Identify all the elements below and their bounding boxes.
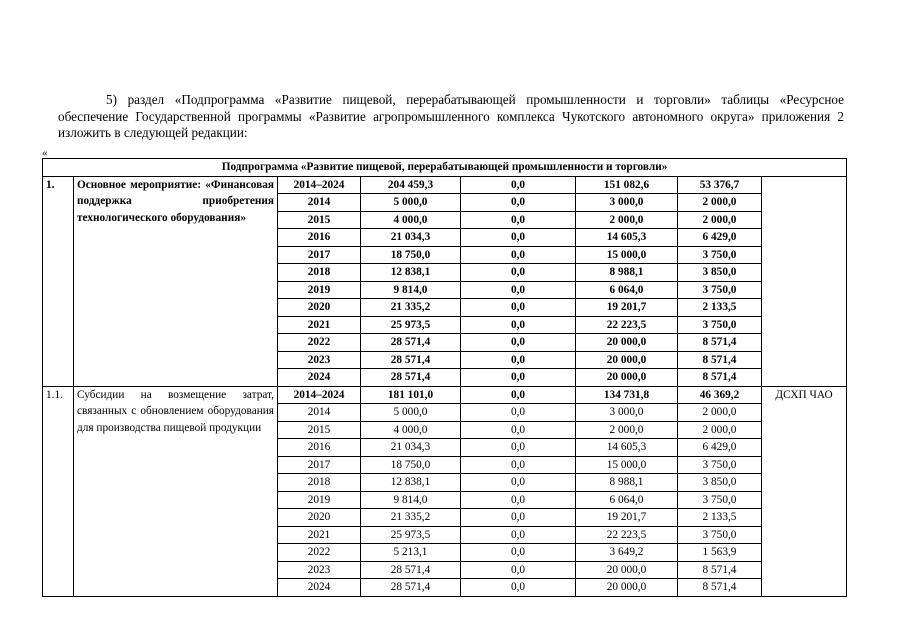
value-cell: 3 850,0 <box>678 264 762 282</box>
value-cell: 3 750,0 <box>678 281 762 299</box>
value-cell: 20 000,0 <box>576 579 678 597</box>
value-cell: 2 000,0 <box>576 421 678 439</box>
value-cell: 12 838,1 <box>361 264 461 282</box>
value-cell: 22 223,5 <box>576 526 678 544</box>
value-cell: 6 064,0 <box>576 281 678 299</box>
period-cell: 2018 <box>278 264 361 282</box>
value-cell: 0,0 <box>461 404 576 422</box>
value-cell: 22 223,5 <box>576 316 678 334</box>
value-cell: 6 064,0 <box>576 491 678 509</box>
value-cell: 5 000,0 <box>361 404 461 422</box>
value-cell: 0,0 <box>461 176 576 194</box>
value-cell: 0,0 <box>461 316 576 334</box>
period-cell: 2023 <box>278 561 361 579</box>
period-cell: 2023 <box>278 351 361 369</box>
value-cell: 53 376,7 <box>678 176 762 194</box>
value-cell: 9 814,0 <box>361 491 461 509</box>
value-cell: 19 201,7 <box>576 509 678 527</box>
subprogram-title: Подпрограмма «Развитие пищевой, перерабатывающей промышленности и торговли» <box>43 159 847 177</box>
period-cell: 2020 <box>278 509 361 527</box>
value-cell: 12 838,1 <box>361 474 461 492</box>
value-cell: 25 973,5 <box>361 526 461 544</box>
value-cell: 151 082,6 <box>576 176 678 194</box>
value-cell: 46 369,2 <box>678 386 762 404</box>
value-cell: 19 201,7 <box>576 299 678 317</box>
section-name: Основное мероприятие: «Финансовая поддержка приобретения технологического оборудования» <box>74 176 278 386</box>
table-row <box>43 176 847 194</box>
table-body <box>43 176 847 596</box>
value-cell: 0,0 <box>461 264 576 282</box>
value-cell: 0,0 <box>461 579 576 597</box>
value-cell: 1 563,9 <box>678 544 762 562</box>
value-cell: 0,0 <box>461 211 576 229</box>
value-cell: 0,0 <box>461 491 576 509</box>
value-cell: 28 571,4 <box>361 579 461 597</box>
value-cell: 20 000,0 <box>576 561 678 579</box>
value-cell: 0,0 <box>461 351 576 369</box>
value-cell: 2 000,0 <box>678 211 762 229</box>
value-cell: 8 571,4 <box>678 334 762 352</box>
value-cell: 0,0 <box>461 334 576 352</box>
value-cell: 204 459,3 <box>361 176 461 194</box>
period-cell: 2024 <box>278 369 361 387</box>
value-cell: 2 000,0 <box>678 404 762 422</box>
value-cell: 20 000,0 <box>576 351 678 369</box>
responsible-executor: ДСХП ЧАО <box>762 386 847 596</box>
value-cell: 21 034,3 <box>361 229 461 247</box>
period-cell: 2020 <box>278 299 361 317</box>
period-cell: 2014–2024 <box>278 386 361 404</box>
value-cell: 20 000,0 <box>576 369 678 387</box>
value-cell: 4 000,0 <box>361 211 461 229</box>
value-cell: 8 988,1 <box>576 264 678 282</box>
value-cell: 0,0 <box>461 281 576 299</box>
section-number: 1. <box>43 176 74 386</box>
value-cell: 21 335,2 <box>361 299 461 317</box>
value-cell: 28 571,4 <box>361 334 461 352</box>
value-cell: 8 988,1 <box>576 474 678 492</box>
value-cell: 0,0 <box>461 386 576 404</box>
value-cell: 0,0 <box>461 526 576 544</box>
responsible-executor <box>762 176 847 386</box>
value-cell: 6 429,0 <box>678 229 762 247</box>
value-cell: 8 571,4 <box>678 579 762 597</box>
value-cell: 9 814,0 <box>361 281 461 299</box>
value-cell: 28 571,4 <box>361 369 461 387</box>
value-cell: 25 973,5 <box>361 316 461 334</box>
value-cell: 0,0 <box>461 369 576 387</box>
value-cell: 3 750,0 <box>678 316 762 334</box>
value-cell: 8 571,4 <box>678 369 762 387</box>
period-cell: 2021 <box>278 316 361 334</box>
value-cell: 2 000,0 <box>678 194 762 212</box>
value-cell: 3 750,0 <box>678 491 762 509</box>
resource-table <box>42 158 847 597</box>
value-cell: 0,0 <box>461 509 576 527</box>
period-cell: 2024 <box>278 579 361 597</box>
period-cell: 2019 <box>278 281 361 299</box>
value-cell: 3 649,2 <box>576 544 678 562</box>
period-cell: 2014 <box>278 404 361 422</box>
value-cell: 21 335,2 <box>361 509 461 527</box>
value-cell: 14 605,3 <box>576 439 678 457</box>
value-cell: 15 000,0 <box>576 246 678 264</box>
value-cell: 0,0 <box>461 194 576 212</box>
period-cell: 2021 <box>278 526 361 544</box>
value-cell: 15 000,0 <box>576 456 678 474</box>
table-row <box>43 386 847 404</box>
period-cell: 2016 <box>278 229 361 247</box>
value-cell: 0,0 <box>461 456 576 474</box>
value-cell: 2 000,0 <box>678 421 762 439</box>
value-cell: 3 750,0 <box>678 246 762 264</box>
intro-paragraph: 5) раздел «Подпрограмма «Развитие пищевой, перерабатывающей промышленности и торговли» таблицы «Ресурсное обеспечение Государственной программы «Развитие агропромышленного комплекса Чукотского автономного округа» приложения 2 изложить в следующей редакции: <box>58 92 844 141</box>
opening-quote: « <box>42 147 48 159</box>
value-cell: 3 750,0 <box>678 456 762 474</box>
value-cell: 0,0 <box>461 421 576 439</box>
value-cell: 18 750,0 <box>361 456 461 474</box>
period-cell: 2014–2024 <box>278 176 361 194</box>
value-cell: 134 731,8 <box>576 386 678 404</box>
period-cell: 2015 <box>278 421 361 439</box>
period-cell: 2019 <box>278 491 361 509</box>
period-cell: 2016 <box>278 439 361 457</box>
value-cell: 0,0 <box>461 229 576 247</box>
value-cell: 3 750,0 <box>678 526 762 544</box>
section-number: 1.1. <box>43 386 74 596</box>
period-cell: 2017 <box>278 456 361 474</box>
period-cell: 2014 <box>278 194 361 212</box>
value-cell: 0,0 <box>461 246 576 264</box>
period-cell: 2017 <box>278 246 361 264</box>
period-cell: 2018 <box>278 474 361 492</box>
value-cell: 0,0 <box>461 439 576 457</box>
value-cell: 28 571,4 <box>361 351 461 369</box>
value-cell: 3 000,0 <box>576 194 678 212</box>
value-cell: 2 133,5 <box>678 509 762 527</box>
value-cell: 0,0 <box>461 299 576 317</box>
value-cell: 5 000,0 <box>361 194 461 212</box>
value-cell: 28 571,4 <box>361 561 461 579</box>
value-cell: 14 605,3 <box>576 229 678 247</box>
value-cell: 3 000,0 <box>576 404 678 422</box>
value-cell: 2 133,5 <box>678 299 762 317</box>
value-cell: 6 429,0 <box>678 439 762 457</box>
value-cell: 0,0 <box>461 474 576 492</box>
period-cell: 2022 <box>278 334 361 352</box>
value-cell: 181 101,0 <box>361 386 461 404</box>
value-cell: 8 571,4 <box>678 351 762 369</box>
value-cell: 0,0 <box>461 544 576 562</box>
value-cell: 18 750,0 <box>361 246 461 264</box>
value-cell: 3 850,0 <box>678 474 762 492</box>
value-cell: 2 000,0 <box>576 211 678 229</box>
value-cell: 0,0 <box>461 561 576 579</box>
value-cell: 5 213,1 <box>361 544 461 562</box>
value-cell: 20 000,0 <box>576 334 678 352</box>
section-name: Субсидии на возмещение затрат, связанных с обновлением оборудования для производства пищевой продукции <box>74 386 278 596</box>
value-cell: 4 000,0 <box>361 421 461 439</box>
value-cell: 21 034,3 <box>361 439 461 457</box>
period-cell: 2022 <box>278 544 361 562</box>
value-cell: 8 571,4 <box>678 561 762 579</box>
period-cell: 2015 <box>278 211 361 229</box>
